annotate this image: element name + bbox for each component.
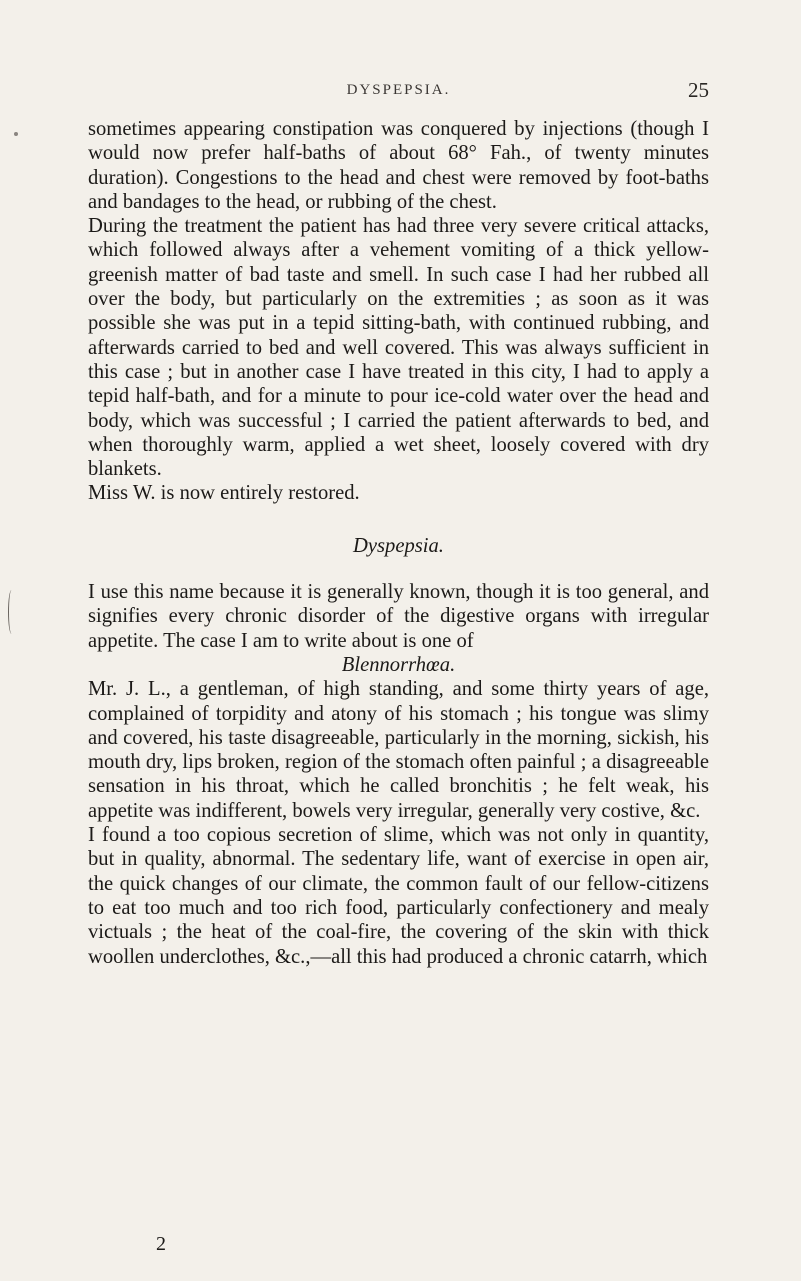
page-number: 25: [688, 78, 709, 102]
body-text: [88, 117, 709, 969]
paragraph-findings: I found a too copious secretion of slime, which was not only in quantity, but in quality, abnormal. The sedentary life, want of exercise in open air, the quick changes of our climate, the common fault of our fellow-citizens to eat too much and too rich food, particularly confectionery and mealy victuals ; the heat of the coal-fire, the covering of the skin with thick woollen underclothes, &c.,—all this had produced a chronic catarrh, which: [88, 824, 709, 968]
paragraph-critical-attacks: During the treatment the patient has had three very severe critical attacks, which followed always after a vehement vomiting of a thick yellow-greenish matter of bad taste and smell. In such case I had her rubbed all over the body, but particularly on the extremities ; as soon as it was possible she was put in a tepid sitting-bath, with continued rubbing, and afterwards carried to bed and well covered. This was always sufficient in this case ; but in another case I have treated in this city, I had to apply a tepid half-bath, and for a minute to pour ice-cold water over the head and body, which was successful ; I carried the patient afterwards to bed, and when thoroughly warm, applied a wet sheet, loosely covered with dry blankets.: [88, 215, 709, 481]
margin-bracket-mark: [8, 590, 15, 634]
section-heading-blennorrhoea: Blennorrhœa.: [341, 653, 456, 676]
paragraph-case-description: Mr. J. L., a gentleman, of high standing, and some thirty years of age, complained of torpidity and atony of his stomach ; his tongue was slimy and covered, his taste disagreeable, particularly in the morning, sickish, his mouth dry, lips broken, region of the stomach often painful ; a disagreeable sensation in his throat, which he called bronchitis ; he felt weak, his appetite was indifferent, bowels very irregular, generally very costive, &c.: [88, 678, 709, 822]
section-heading-dyspepsia: Dyspepsia.: [353, 534, 444, 557]
running-title: DYSPEPSIA.: [346, 82, 451, 98]
paragraph-treatment-continued: sometimes appearing constipation was conquered by injections (though I would now prefer half-baths of about 68° Fah., of twenty minutes duration). Congestions to the head and chest were removed by foot-baths and bandages to the head, or rubbing of the chest.: [88, 118, 709, 213]
paragraph-restored: Miss W. is now entirely restored.: [88, 482, 360, 505]
paragraph-dyspepsia-intro: I use this name because it is generally known, though it is too general, and signifies every chronic disorder of the digestive organs with irregular appetite. The case I am to write about is one of: [88, 581, 709, 652]
margin-speck: [14, 132, 18, 136]
running-head: [88, 78, 709, 106]
printer-signature: 2: [156, 1233, 166, 1255]
